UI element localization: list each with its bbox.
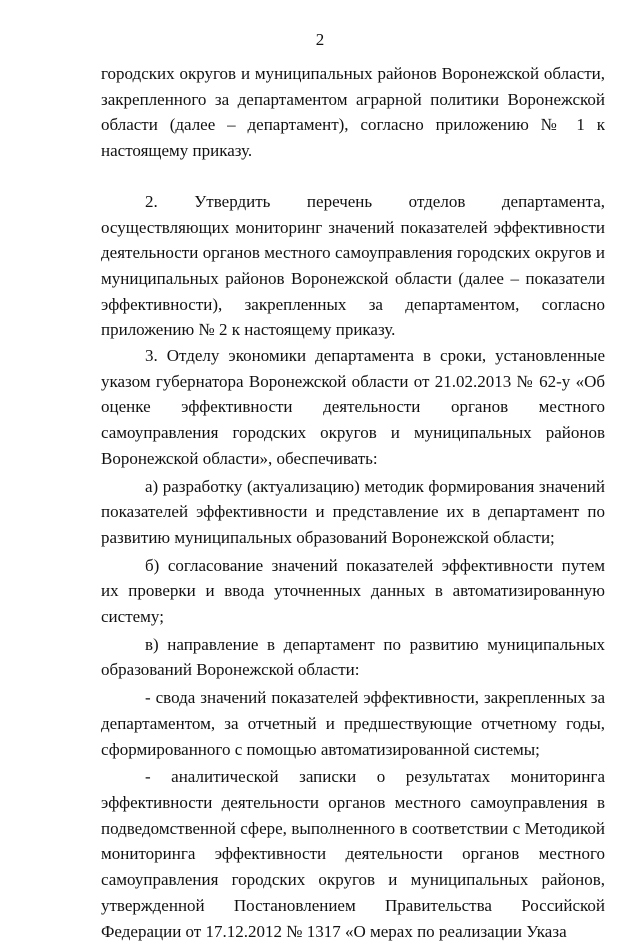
paragraph-item-3b: б) согласование значений показателей эффективности путем их проверки и ввода уточненных данных в автоматизированную систему; (101, 555, 605, 627)
paragraph-dash-1: - свода значений показателей эффективности, закрепленных за департаментом, за отчетный и предшествующие отчетному годы, сформированного с помощью автоматизированной системы; (101, 688, 605, 759)
paragraph-item-3a: а) разработку (актуализацию) методик формирования значений показателей эффективности и представление их в департамент по развитию муниципальных образований Воронежской области; (101, 476, 605, 547)
document-body (101, 61, 605, 944)
paragraph-item-3: 3. Отделу экономики департамента в сроки, установленные указом губернатора Воронежской области от 21.02.2013 № 62-у «Об оценке эффективности деятельности органов местного самоуправления городских округов и муниципальных районов Воронежской области», обеспечивать: (101, 346, 605, 468)
paragraph-item-3c: в) направление в департамент по развитию муниципальных образований Воронежской области: (101, 634, 605, 680)
paragraph-continuation: городских округов и муниципальных районов Воронежской области, закрепленного за департаментом аграрной политики Воронежской области (далее – департамент), согласно приложению № 1 к настоящему приказу. (101, 64, 605, 161)
paragraph-item-2: 2. Утвердить перечень отделов департамента, осуществляющих мониторинг значений показателей эффективности деятельности органов местного самоуправления городских округов и муниципальных районов Воронежской области (далее – показатели эффективности), закрепленных за департаментом, согласно приложению № 2 к настоящему приказу. (101, 191, 605, 340)
page-number: 2 (315, 30, 325, 49)
paragraph-dash-2: - аналитической записки о результатах мониторинга эффективности деятельности органов местного самоуправления в подведомственной сфере, выполненного в соответствии с Методикой мониторинга эффективности деятельности органов местного самоуправления городских округов и муниципальных районов, утвержденной Постановлением Правительства Российской Федерации от 17.12.2012 № 1317 «О мерах по реализации Указа (101, 767, 605, 941)
